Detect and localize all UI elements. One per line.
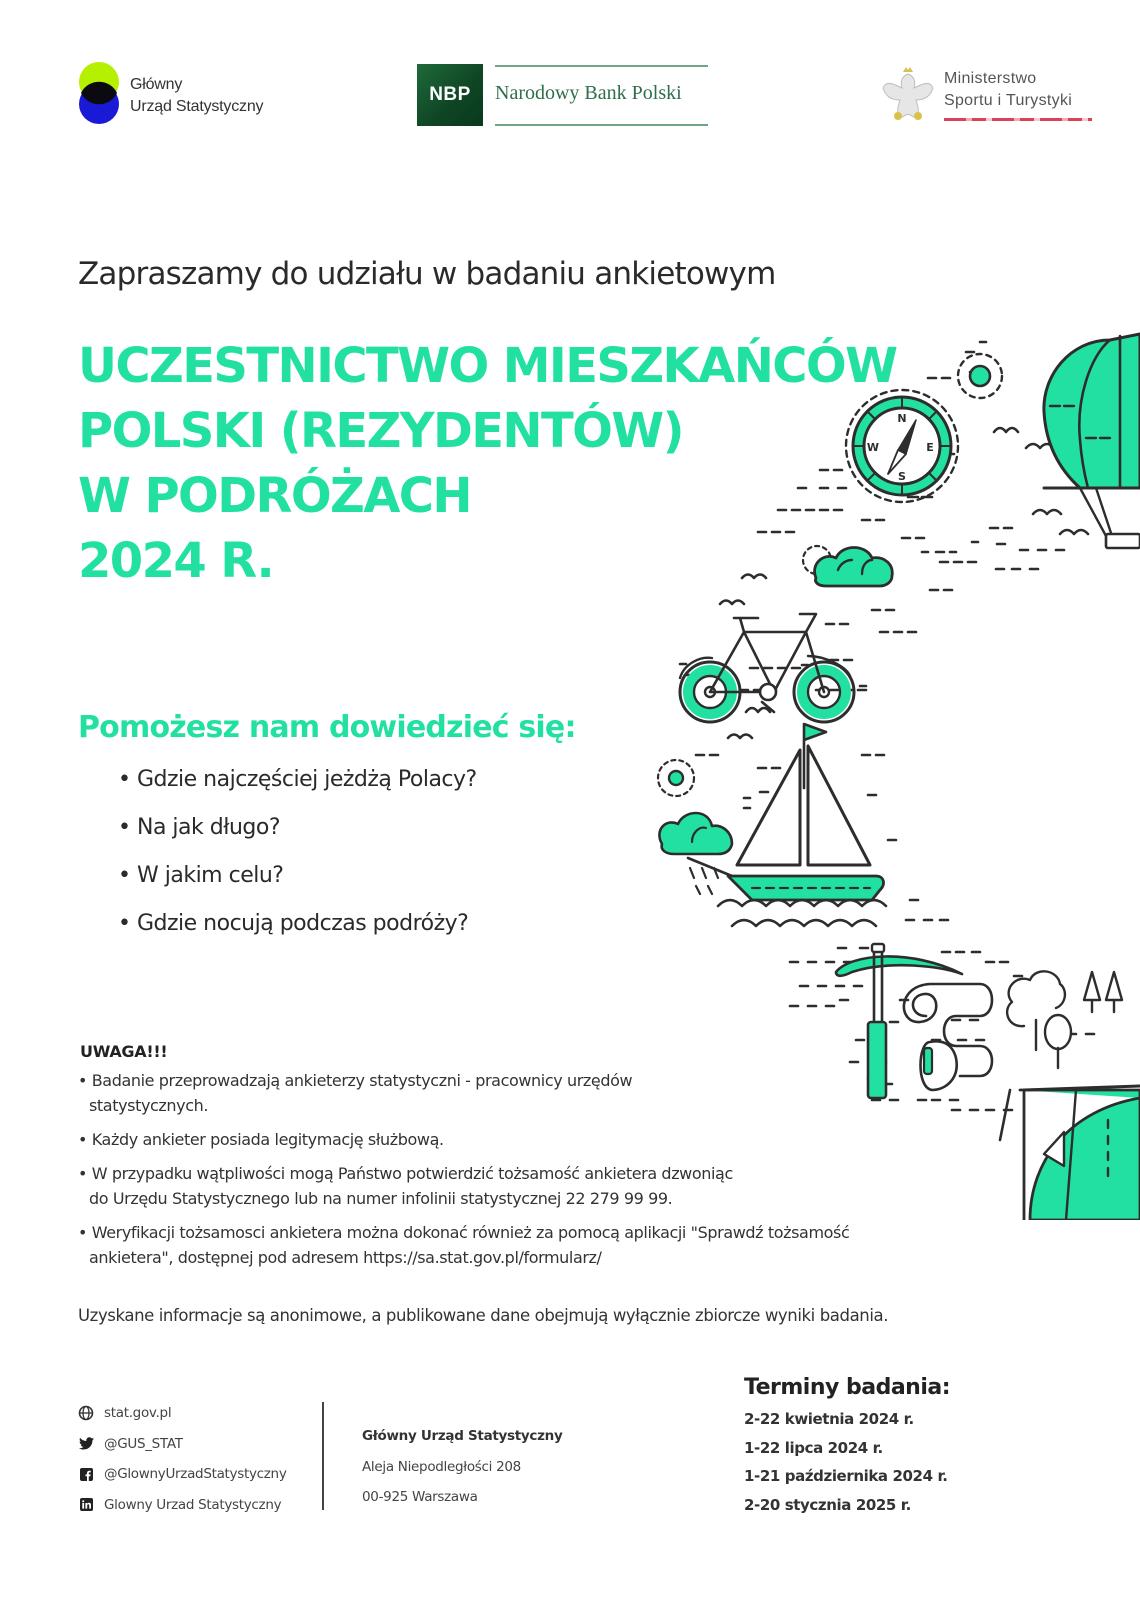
questions-list xyxy=(118,764,477,956)
nbp-badge: NBP xyxy=(417,64,483,126)
trees-icon xyxy=(1007,971,1122,1068)
sun-icon xyxy=(958,354,1002,398)
address-street: Aleja Niepodległości 208 xyxy=(362,1458,521,1475)
contact-label: stat.gov.pl xyxy=(104,1405,172,1422)
survey-title-line: W PODRÓŻACH xyxy=(78,468,472,524)
terms-title: Terminy badania: xyxy=(744,1375,951,1400)
warning-item-line2: do Urzędu Statystycznego lub na numer infolinii statystycznej 22 279 99 99. xyxy=(89,1189,673,1208)
address-org: Główny Urząd Statystyczny xyxy=(362,1428,563,1444)
gus-logo-text xyxy=(130,74,263,118)
nbp-logo xyxy=(417,64,712,128)
address-city: 00-925 Warszawa xyxy=(362,1489,478,1505)
help-heading: Pomożesz nam dowiedzieć się: xyxy=(78,710,576,745)
gus-logo-line1: Główny xyxy=(130,76,183,93)
hot-air-balloon-icon xyxy=(1044,334,1140,548)
warning-item-line1: Weryfikacji tożsamosci ankietera można dokonać również za pomocą aplikacji "Sprawdź tożsamość xyxy=(91,1223,850,1242)
msit-logo-line2: Sportu i Turystyki xyxy=(944,92,1073,109)
term-date: 1-22 lipca 2024 r. xyxy=(744,1438,883,1457)
gus-logo-line2: Urząd Statystyczny xyxy=(130,98,264,115)
travel-illustration xyxy=(640,320,1140,1220)
footer-divider xyxy=(322,1402,324,1510)
gus-circles-icon xyxy=(78,62,122,128)
contact-website[interactable] xyxy=(78,1398,287,1429)
invite-text: Zapraszamy do udziału w badaniu ankietowym xyxy=(78,256,776,292)
contact-label: @GlownyUrzadStatystyczny xyxy=(104,1466,287,1483)
tent-icon xyxy=(1000,1086,1140,1220)
question-item: • Gdzie nocują podczas podróży? xyxy=(118,908,477,956)
contact-label: @GUS_STAT xyxy=(104,1435,183,1452)
survey-title-line: UCZESTNICTWO MIESZKAŃCÓW xyxy=(78,338,897,394)
twitter-icon xyxy=(78,1436,94,1452)
question-item: • W jakim celu? xyxy=(118,860,477,908)
warning-item xyxy=(78,1220,978,1270)
contact-facebook[interactable] xyxy=(78,1459,287,1490)
msit-flag-line xyxy=(944,118,1092,121)
globe-icon xyxy=(78,1405,94,1421)
contact-label: Glowny Urzad Statystyczny xyxy=(104,1496,282,1513)
contact-linkedin[interactable] xyxy=(78,1490,287,1521)
survey-title-line: 2024 R. xyxy=(78,533,274,589)
eagle-emblem-icon xyxy=(880,64,936,124)
question-item: • Na jak długo? xyxy=(118,812,477,860)
contacts-list xyxy=(78,1398,287,1520)
warning-title: UWAGA!!! xyxy=(80,1042,168,1061)
nbp-divider-top xyxy=(495,65,708,67)
contact-twitter[interactable] xyxy=(78,1429,287,1460)
sun-icon xyxy=(658,760,694,796)
svg-text:E: E xyxy=(926,441,934,454)
msit-logo xyxy=(880,64,1095,128)
warning-item-line1: W przypadku wątpliwości mogą Państwo potwierdzić tożsamość ankietera dzwoniąc xyxy=(91,1164,733,1183)
carabiner-icon xyxy=(921,1041,957,1090)
cloud-icon xyxy=(803,546,892,586)
warning-item-line2: statystycznych. xyxy=(89,1096,209,1115)
term-date: 2-22 kwietnia 2024 r. xyxy=(744,1410,914,1428)
facebook-icon xyxy=(78,1466,94,1482)
msit-logo-line1: Ministerstwo xyxy=(944,70,1037,87)
warning-item-line1: Badanie przeprowadzają ankieterzy statystyczni - pracownicy urzędów xyxy=(91,1071,633,1090)
svg-text:S: S xyxy=(898,470,906,483)
svg-text:N: N xyxy=(897,412,907,425)
address-block xyxy=(362,1428,563,1520)
survey-title-line: POLSKI (REZYDENTÓW) xyxy=(78,403,683,459)
svg-text:W: W xyxy=(866,441,880,454)
linkedin-icon xyxy=(78,1497,94,1513)
term-date: 2-20 stycznia 2025 r. xyxy=(744,1495,911,1514)
question-item: • Gdzie najczęściej jeżdżą Polacy? xyxy=(118,764,477,812)
gus-logo xyxy=(78,62,298,128)
nbp-divider-bottom xyxy=(495,124,708,126)
term-date: 1-21 października 2024 r. xyxy=(744,1467,948,1485)
nbp-name: Narodowy Bank Polski xyxy=(495,82,682,104)
compass-icon xyxy=(846,390,958,502)
terms-list xyxy=(744,1410,948,1524)
msit-logo-text xyxy=(944,68,1072,112)
rain-cloud-icon xyxy=(659,813,732,894)
anonymity-note: Uzyskane informacje są anonimowe, a publikowane dane obejmują wyłącznie zbiorcze wyniki badania. xyxy=(78,1306,889,1325)
warning-item-line1: Każdy ankieter posiada legitymację służbową. xyxy=(91,1130,444,1149)
warning-item-line2: ankietera", dostępnej pod adresem https://sa.stat.gov.pl/formularz/ xyxy=(89,1248,602,1267)
